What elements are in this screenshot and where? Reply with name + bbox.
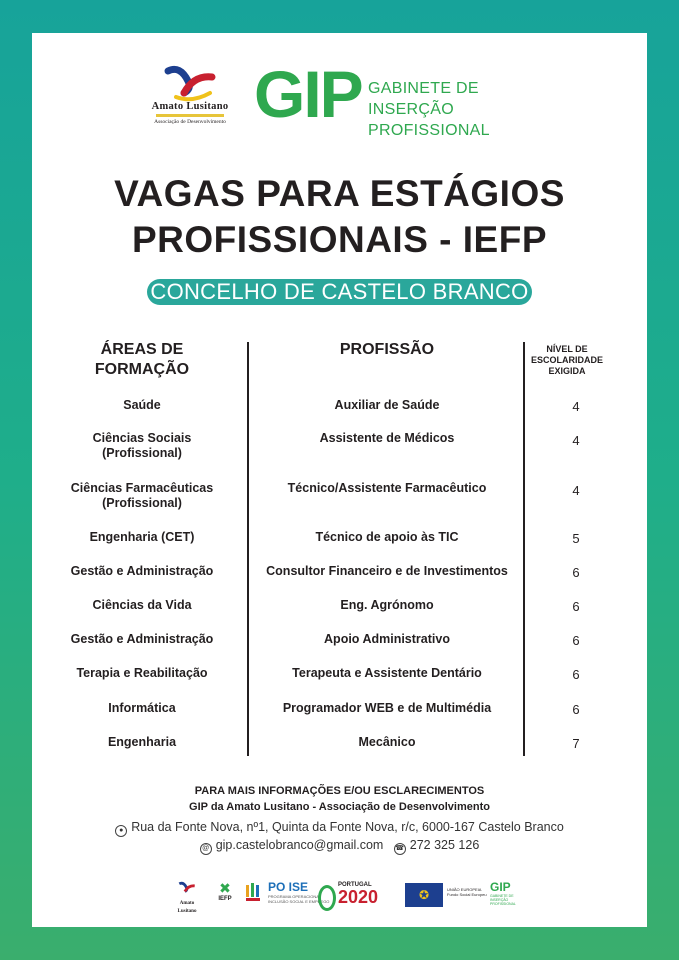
page-title: [32, 171, 647, 263]
area-text: Gestão e Administração: [70, 632, 214, 646]
contact-line: [32, 838, 647, 855]
area-text: Engenharia: [107, 735, 177, 749]
amato-small-icon: [176, 881, 198, 895]
table-cell-nivel: 4: [572, 483, 580, 498]
area-text: Terapia e Reabilitação: [76, 666, 208, 680]
area-text: Gestão e Administração: [70, 564, 214, 578]
area-text: Ciências Farmacêuticas: [70, 481, 214, 495]
poise-text: PO ISE: [268, 880, 309, 894]
table-cell-profissao: Assistente de Médicos: [319, 431, 455, 445]
column-divider: [247, 342, 249, 756]
table-cell-nivel: 6: [572, 599, 580, 614]
area-text: Ciências da Vida: [92, 598, 192, 612]
table-cell-area: [57, 701, 227, 716]
table-cell-profissao: Consultor Financeiro e de Investimentos: [266, 564, 508, 578]
gip-logo: GIP: [254, 57, 362, 131]
eu-sub: Fundo Social Europeu: [447, 892, 487, 897]
header-areas-line1: ÁREAS DE: [100, 341, 184, 358]
table-cell-nivel: 4: [572, 433, 580, 448]
hands-icon: [244, 881, 264, 905]
iefp-logo: [214, 881, 236, 911]
portugal-2020-text: 2020: [338, 887, 379, 907]
area-text: Informática: [108, 701, 176, 715]
area-text-2: (Profissional): [102, 496, 182, 510]
table-cell-profissao: Eng. Agrónomo: [340, 598, 434, 612]
area-text: Saúde: [123, 398, 161, 412]
location-pin-icon: ●: [115, 825, 127, 837]
table-cell-area: [57, 481, 227, 511]
phone-text: 272 325 126: [409, 838, 480, 852]
amato-small-logo: [170, 881, 204, 914]
table-cell-profissao: Apoio Administrativo: [324, 632, 450, 646]
table-cell-area: [57, 530, 227, 545]
table-cell-profissao: Técnico de apoio às TIC: [315, 530, 459, 544]
header-nivel: [522, 344, 612, 377]
table-cell-nivel: 6: [572, 667, 580, 682]
eu-flag: [405, 883, 443, 907]
info-org: GIP da Amato Lusitano - Associação de Desenvolvimento: [189, 801, 490, 813]
partner-logos: [32, 880, 647, 914]
portugal-2020-logo: [318, 881, 398, 911]
address-line: [32, 820, 647, 837]
table-cell-area: [57, 735, 227, 750]
iefp-mark-icon: ✖: [219, 880, 231, 896]
area-text-2: (Profissional): [102, 446, 182, 460]
amato-name: Amato Lusitano: [151, 101, 229, 112]
amato-underline: [156, 114, 224, 117]
header-nivel-line3: EXIGIDA: [548, 366, 586, 376]
header-areas-line2: FORMAÇÃO: [94, 361, 190, 378]
header-nivel-line2: ESCOLARIDADE: [530, 355, 603, 365]
title-line-1: VAGAS PARA ESTÁGIOS: [114, 173, 565, 214]
area-text: Engenharia (CET): [89, 530, 195, 544]
poster-sheet: [32, 33, 647, 927]
poise-sub: PROGRAMA OPERACIONAL INCLUSÃO SOCIAL E EMPREGO: [268, 894, 330, 904]
gip-small-sub: GABINETE DE INSERÇÃO PROFISSIONAL: [490, 894, 516, 906]
hands-logo: [244, 881, 264, 911]
amato-subtitle: Associação de Desenvolvimento: [154, 119, 226, 125]
table-cell-nivel: 7: [572, 736, 580, 751]
eu-text: UNIÃO EUROPEIA: [447, 887, 482, 892]
table-cell-area: [57, 398, 227, 413]
table-cell-area: [57, 632, 227, 647]
table-cell-nivel: 6: [572, 565, 580, 580]
gip-small-text: GIP: [490, 880, 511, 894]
area-text: Ciências Sociais: [92, 431, 192, 445]
amato-lusitano-logo: [150, 63, 230, 143]
table-cell-area: [57, 431, 227, 461]
table-cell-area: [57, 666, 227, 681]
table-cell-profissao: Programador WEB e de Multimédia: [282, 701, 492, 715]
column-divider: [523, 342, 525, 756]
table-cell-area: [57, 598, 227, 613]
table-cell-profissao: Terapeuta e Assistente Dentário: [292, 666, 482, 680]
email-text: gip.castelobranco@gmail.com: [215, 838, 384, 852]
location-banner: CONCELHO DE CASTELO BRANCO: [147, 279, 532, 305]
table-cell-area: [57, 564, 227, 579]
info-heading: PARA MAIS INFORMAÇÕES E/OU ESCLARECIMENTOS: [194, 785, 485, 797]
table-cell-nivel: 6: [572, 633, 580, 648]
portugal-text: PORTUGAL: [338, 882, 372, 888]
amato-swirl-icon: [162, 63, 218, 103]
table-cell-profissao: Auxiliar de Saúde: [334, 398, 440, 412]
gip-small-logo: [490, 881, 520, 911]
eu-stars-icon: ✪: [418, 888, 430, 902]
table-cell-nivel: 6: [572, 702, 580, 717]
gip-subtitle: GABINETE DE INSERÇÃO PROFISSIONAL: [368, 80, 490, 139]
header-profissao: PROFISSÃO: [339, 341, 435, 358]
address-text: Rua da Fonte Nova, nº1, Quinta da Fonte Nova, r/c, 6000-167 Castelo Branco: [131, 820, 564, 834]
title-line-2: PROFISSIONAIS - IEFP: [132, 219, 547, 260]
table-cell-nivel: 4: [572, 399, 580, 414]
email-icon: @: [200, 843, 212, 855]
header-areas: [72, 340, 212, 380]
table-cell-nivel: 5: [572, 531, 580, 546]
iefp-text: IEFP: [218, 896, 232, 902]
portugal-circle-icon: [318, 885, 336, 911]
table-cell-profissao: Mecânico: [358, 735, 416, 749]
phone-icon: ☎: [394, 843, 406, 855]
table-cell-profissao: Técnico/Assistente Farmacêutico: [287, 481, 487, 495]
header-nivel-line1: NÍVEL DE: [546, 344, 588, 354]
amato-small-text: Amato Lusitano: [177, 901, 197, 914]
